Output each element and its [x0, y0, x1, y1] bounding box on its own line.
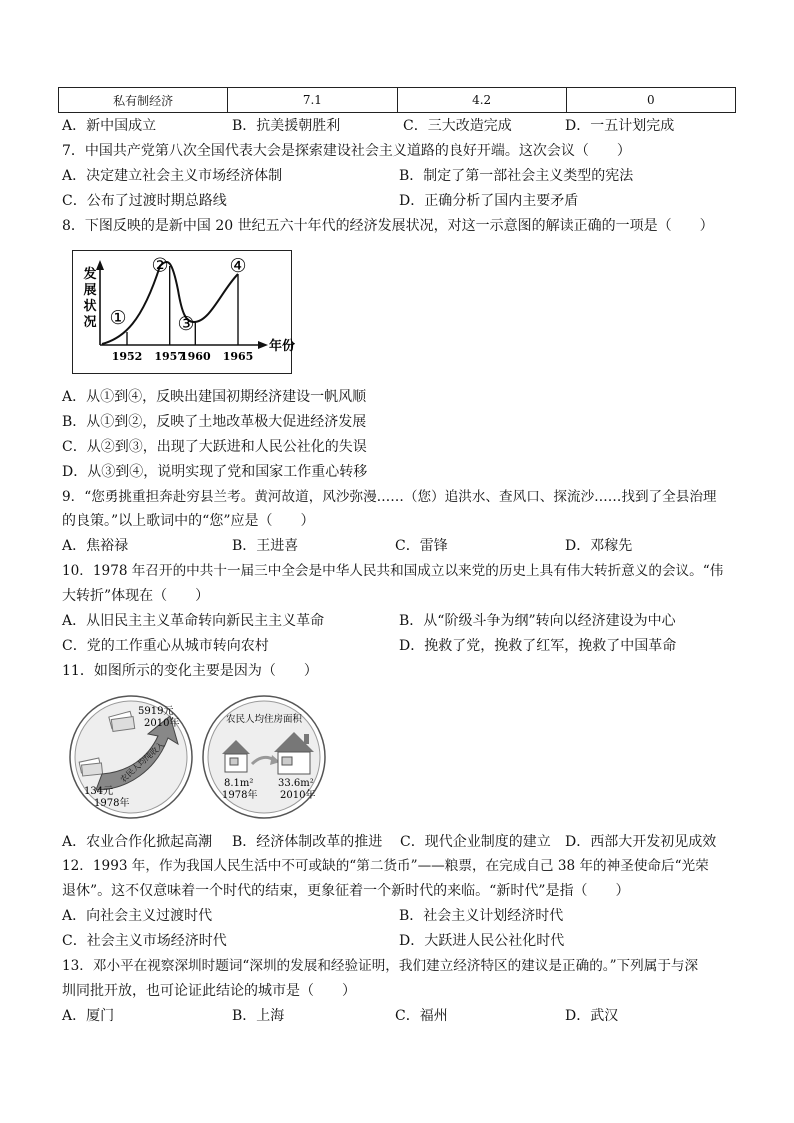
rural-change-figure [68, 694, 330, 820]
q6-option-a: A．新中国成立 [62, 118, 157, 134]
q9-stem-line2: 的良策。”以上歌词中的“您”应是（ ） [62, 513, 315, 529]
q10-option-b: B．从“阶级斗争为纲”转向以经济建设为中心 [399, 613, 676, 629]
q8-option-a: A．从①到④，反映出建国初期经济建设一帆风顺 [62, 389, 367, 405]
year-2010-label: 2010年 [144, 718, 180, 729]
tick-label-1965: 1965 [222, 350, 254, 363]
point-marker-4: ④ [229, 255, 247, 277]
point-marker-1: ① [109, 307, 127, 329]
year-1978-label: 1978年 [94, 798, 130, 809]
q13-option-c: C．福州 [395, 1008, 448, 1024]
tick-label-1952: 1952 [111, 350, 143, 363]
q10-option-a: A．从旧民主主义革命转向新民主主义革命 [62, 613, 325, 629]
q13-stem-line1: 13．邓小平在视察深圳时题词“深圳的发展和经验证明，我们建立经济特区的建议是正确的。”下列属于与深 [62, 958, 699, 974]
q10-stem-line1: 10．1978 年召开的中共十一届三中全会是中华人民共和国成立以来党的历史上具有伟大转折意义的会议。“伟 [62, 563, 724, 579]
y-axis-label: 发展状况 [83, 267, 97, 330]
q7-option-d: D．正确分析了国内主要矛盾 [399, 193, 579, 209]
point-marker-3: ③ [177, 313, 195, 335]
tick-label-1957: 1957 [154, 350, 186, 363]
tick-label-1960: 1960 [179, 350, 211, 363]
q11-option-c: C．现代企业制度的建立 [400, 834, 551, 850]
q10-option-d: D．挽救了党，挽救了红军，挽救了中国革命 [399, 638, 677, 654]
q7-option-b: B．制定了第一部社会主义类型的宪法 [399, 168, 634, 184]
q12-option-b: B．社会主义计划经济时代 [399, 908, 564, 924]
q12-option-d: D．大跃进人民公社化时代 [399, 933, 565, 949]
housing-year-1978-label: 1978年 [222, 790, 258, 801]
q8-option-c: C．从②到③，出现了大跃进和人民公社化的失误 [62, 439, 367, 455]
q11-option-b: B．经济体制改革的推进 [232, 834, 383, 850]
q10-stem-line2: 大转折”体现在（ ） [62, 588, 210, 604]
q13-stem-line2: 圳同批开放，也可论证此结论的城市是（ ） [62, 983, 356, 999]
q7-option-c: C．公布了过渡时期总路线 [62, 193, 227, 209]
table-row [59, 88, 736, 113]
area-2010-label: 33.6m² [278, 778, 314, 789]
point-marker-2: ② [151, 254, 169, 277]
q8-option-b: B．从①到②，反映了土地改革极大促进经济发展 [62, 414, 367, 430]
table-cell: 4.2 [397, 88, 566, 113]
table-cell: 0 [566, 88, 735, 113]
income-1978-label: 134元 [84, 786, 114, 797]
area-1978-label: 8.1m² [224, 778, 254, 789]
table-cell: 私有制经济 [59, 88, 228, 113]
q13-option-d: D．武汉 [565, 1008, 619, 1024]
q7-stem: 7．中国共产党第八次全国代表大会是探索建设社会主义道路的良好开端。这次会议（ ） [62, 143, 631, 159]
q12-stem-line2: 退休”。这不仅意味着一个时代的结束，更象征着一个新时代的来临。“新时代”是指（ ） [62, 883, 630, 899]
q9-option-a: A．焦裕禄 [62, 538, 129, 554]
data-table [58, 87, 736, 113]
q11-option-a: A．农业合作化掀起高潮 [62, 834, 213, 850]
q9-option-b: B．王进喜 [232, 538, 299, 554]
q12-stem-line1: 12．1993 年，作为我国人民生活中不可或缺的“第二货币”——粮票，在完成自己 38 年的神圣使命后“光荣 [62, 858, 709, 874]
income-2010-label: 5919元 [138, 706, 174, 717]
table-cell: 7.1 [228, 88, 397, 113]
q6-option-c: C．三大改造完成 [403, 118, 512, 134]
q9-option-c: C．雷锋 [395, 538, 448, 554]
q6-option-d: D．一五计划完成 [565, 118, 675, 134]
q8-stem: 8．下图反映的是新中国 20 世纪五六十年代的经济发展状况，对这一示意图的解读正确的一项是（ ） [62, 218, 714, 234]
q11-stem: 11．如图所示的变化主要是因为（ ） [62, 663, 318, 679]
q13-option-b: B．上海 [232, 1008, 285, 1024]
q9-option-d: D．邓稼先 [565, 538, 633, 554]
q9-stem-line1: 9．“您勇挑重担奔赴穷县兰考。黄河故道，风沙弥漫……（您）追洪水、查风口、探流沙……找到了全县治理 [62, 489, 717, 505]
q6-option-b: B．抗美援朝胜利 [232, 118, 341, 134]
q12-option-c: C．社会主义市场经济时代 [62, 933, 227, 949]
x-axis-label: 年份 [269, 339, 296, 354]
arrow-label: 农民人均纯收入 [118, 740, 167, 785]
economic-development-chart [72, 250, 296, 374]
q13-option-a: A．厦门 [62, 1008, 115, 1024]
housing-year-2010-label: 2010年 [280, 790, 316, 801]
q12-option-a: A．向社会主义过渡时代 [62, 908, 213, 924]
q8-option-d: D．从③到④，说明实现了党和国家工作重心转移 [62, 464, 368, 480]
housing-title: 农民人均住房面积 [225, 714, 303, 725]
q7-option-a: A．决定建立社会主义市场经济体制 [62, 168, 283, 184]
q11-option-d: D．西部大开发初见成效 [565, 834, 717, 850]
q10-option-c: C．党的工作重心从城市转向农村 [62, 638, 269, 654]
